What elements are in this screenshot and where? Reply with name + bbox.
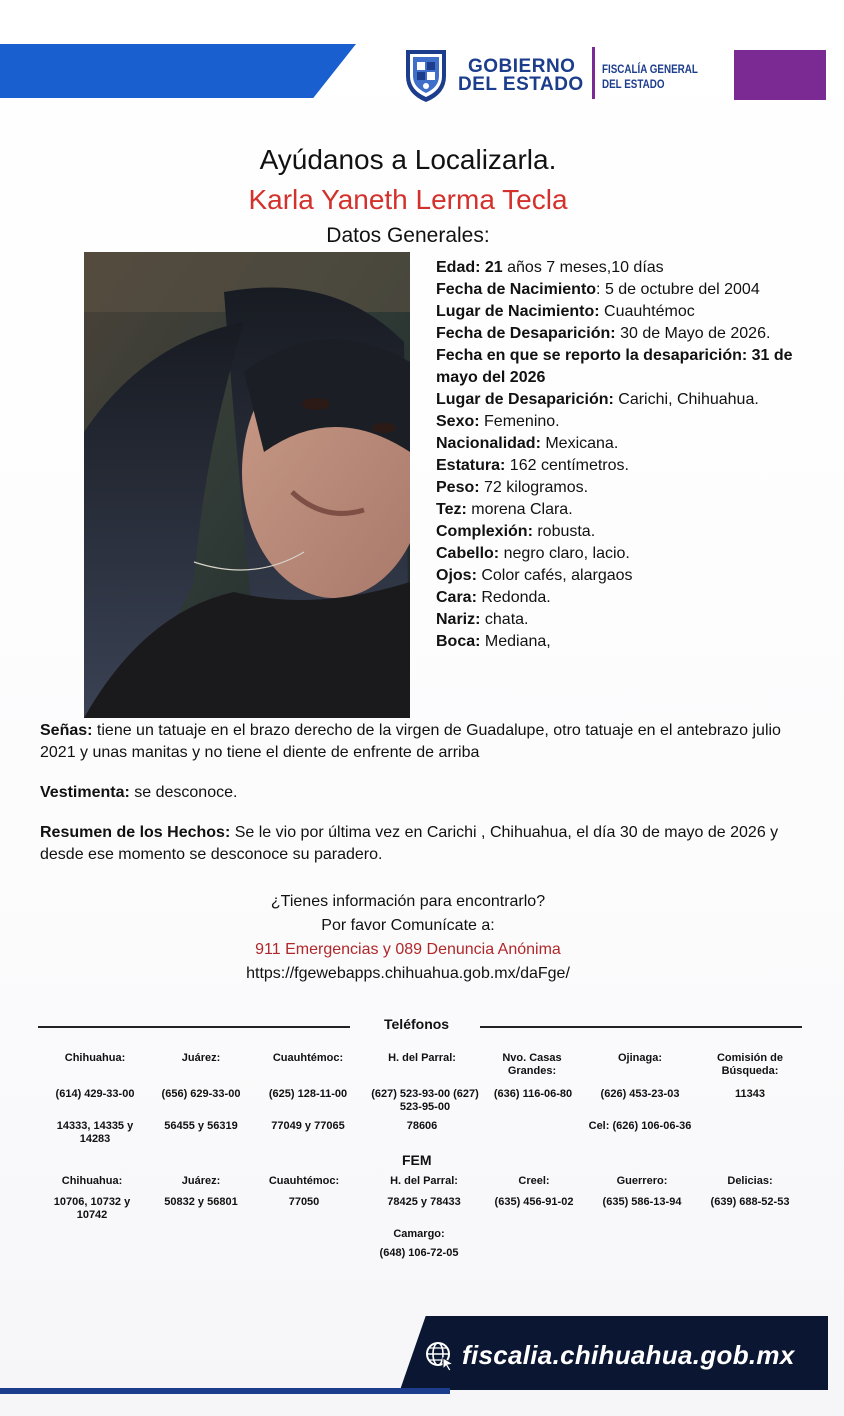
report-url[interactable]: https://fgewebapps.chihuahua.gob.mx/daFge/ [246,965,570,982]
senas-block [40,720,810,764]
resumen-label: Resumen de los Hechos: [40,824,231,841]
fem-heading: FEM [402,1152,432,1168]
detail-lugar-nacimiento: Lugar de Nacimiento: Cuauhtémoc [436,303,695,320]
detail-cara: Cara: Redonda. [436,589,551,606]
phone-number: (627) 523-93-00 (627) 523-95-00 [371,1088,479,1113]
gobierno-line2: DEL ESTADO [458,74,584,95]
fiscalia-line2: DEL ESTADO [602,77,665,91]
senas-label: Señas: [40,722,93,739]
telefonos-heading: Teléfonos [384,1016,450,1032]
detail-fecha-nacimiento: Fecha de Nacimiento: 5 de octubre del 2004 [436,281,760,298]
missing-person-name: Karla Yaneth Lerma Tecla [248,184,568,215]
phone-number: (626) 453-23-03 [600,1088,680,1100]
globe-cursor-icon [424,1340,456,1372]
tel-header: Chihuahua: [64,1052,126,1064]
vestimenta-block [40,782,810,804]
camargo-label: Camargo: [393,1228,445,1240]
state-shield-logo [402,46,450,104]
cel-number: Cel: (626) 106-06-36 [588,1120,692,1132]
detail-lugar-desaparicion: Lugar de Desaparición: Carichi, Chihuahua. [436,391,759,408]
contact-please: Por favor Comunícate a: [321,917,495,934]
telefonos-line-right [480,1026,802,1028]
fem-header: Juárez: [181,1175,221,1187]
phone-number: (625) 128-11-00 [268,1088,348,1100]
resumen-text: Se le vio por última vez en Carichi , Chihuahua, el día 30 de mayo de 2026 y desde ese momento se desconoce su paradero. [40,824,779,863]
fem-number: (635) 456-91-02 [494,1196,574,1208]
detail-complexion: Complexión: robusta. [436,523,596,540]
tel-header: Comisión de Búsqueda: [716,1052,783,1077]
phone-number: (614) 429-33-00 [55,1088,135,1100]
extension-number: 56455 y 56319 [164,1120,238,1132]
fem-header: Creel: [518,1175,550,1187]
phone-number: (636) 116-06-80 [493,1088,573,1100]
fiscalia-line1: FISCALÍA GENERAL [602,62,698,76]
phone-number: 11343 [735,1088,765,1100]
detail-estatura: Estatura: 162 centímetros. [436,457,629,474]
detail-nacionalidad: Nacionalidad: Mexicana. [436,435,619,452]
detail-boca: Boca: Mediana, [436,633,551,650]
tel-header: Nvo. Casas Grandes: [502,1052,562,1077]
fem-number: (635) 586-13-94 [602,1196,682,1208]
camargo-phone: (648) 106-72-05 [379,1247,459,1259]
fiscalia-logo-text [602,62,698,92]
fem-number: (639) 688-52-53 [710,1196,790,1208]
header-blue-band [0,44,356,98]
extension-number: 78606 [406,1120,438,1132]
missing-person-photo [84,252,410,718]
detail-sexo: Sexo: Femenino. [436,413,560,430]
extension-number: 14333, 14335 y 14283 [56,1120,134,1145]
headline: Ayúdanos a Localizarla. [259,144,557,175]
detail-fecha-reporte: Fecha en que se reporto la desaparición: 31 de mayo del 2026 [436,347,793,386]
fem-header: Delicias: [727,1175,773,1187]
detail-fecha-desaparicion: Fecha de Desaparición: 30 de Mayo de 2026. [436,325,771,342]
telefonos-line-left [38,1026,350,1028]
tel-header: Juárez: [181,1052,221,1064]
phone-number: (656) 629-33-00 [161,1088,241,1100]
detail-nariz: Nariz: chata. [436,611,529,628]
general-details [436,257,806,653]
fem-header: Chihuahua: [61,1175,123,1187]
fem-header: Cuauhtémoc: [268,1175,340,1187]
fem-number: 78425 y 78433 [387,1196,461,1208]
emergency-numbers: 911 Emergencias y 089 Denuncia Anónima [255,941,561,958]
header-divider [592,47,595,99]
resumen-block [40,822,810,866]
detail-tez: Tez: morena Clara. [436,501,573,518]
detail-peso: Peso: 72 kilogramos. [436,479,589,496]
section-title: Datos Generales: [326,224,490,247]
fem-number: 77050 [288,1196,320,1208]
footer-blue-line [0,1388,450,1394]
extension-number: 77049 y 77065 [271,1120,345,1132]
fem-header: Guerrero: [616,1175,668,1187]
tel-header: H. del Parral: [388,1052,456,1064]
tel-header: Cuauhtémoc: [272,1052,344,1064]
vestimenta-text: se desconoce. [129,784,238,801]
senas-text: tiene un tatuaje en el brazo derecho de la virgen de Guadalupe, otro tatuaje en el antebrazo julio 2021 y unas manitas y no tiene el diente de enfrente de arriba [40,722,781,761]
tel-header: Ojinaga: [617,1052,662,1064]
detail-cabello: Cabello: negro claro, lacio. [436,545,630,562]
detail-edad: Edad: 21 años 7 meses,10 días [436,259,664,276]
fem-header: H. del Parral: [390,1175,458,1187]
detail-ojos: Ojos: Color cafés, alargaos [436,567,633,584]
vestimenta-label: Vestimenta: [40,784,130,801]
contact-question: ¿Tienes información para encontrarlo? [270,893,546,910]
gobierno-line1: GOBIERNO [468,56,576,77]
contact-block [0,890,816,986]
fem-number: 50832 y 56801 [164,1196,238,1208]
fiscalia-url[interactable]: fiscalia.chihuahua.gob.mx [462,1340,795,1370]
header-purple-band [734,50,826,100]
gobierno-logo-text [458,58,584,94]
fem-number: 10706, 10732 y 10742 [53,1196,131,1221]
